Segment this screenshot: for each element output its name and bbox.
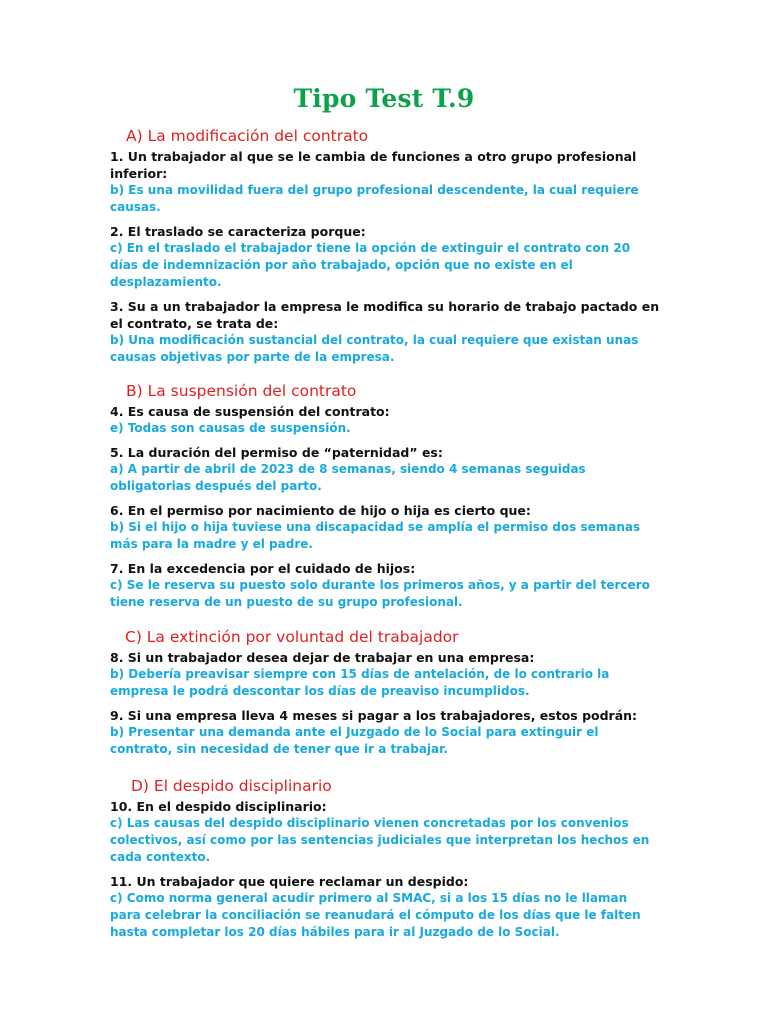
question-block-5 [110, 444, 660, 495]
answer-10: c) Las causas del despido disciplinario vienen concretadas por los convenios colectivos, así como por las sentencias judiciales que interpretan los hechos en cada contexto. [110, 816, 650, 864]
answer-7: c) Se le reserva su puesto solo durante los primeros años, y a partir del tercero tiene reserva de un puesto de su grupo profesional. [110, 578, 650, 609]
question-5: 5. La duración del permiso de “paternidad” es: [110, 445, 443, 460]
question-10: 10. En el despido disciplinario: [110, 799, 327, 814]
question-1: 1. Un trabajador al que se le cambia de funciones a otro grupo profesional inferior: [110, 149, 637, 181]
section-a-title: A) La modificación del contrato [126, 127, 369, 145]
section-b-title: B) La suspensión del contrato [126, 382, 357, 400]
answer-4: e) Todas son causas de suspensión. [110, 421, 351, 435]
answer-8: b) Debería preavisar siempre con 15 días de antelación, de lo contrario la empresa le podrá descontar los días de preaviso incumplidos. [110, 667, 610, 698]
section-d-title: D) El despido disciplinario [131, 777, 332, 795]
answer-1: b) Es una movilidad fuera del grupo profesional descendente, la cual requiere causas. [110, 183, 639, 214]
question-block-1 [110, 148, 660, 216]
section-c-title: C) La extinción por voluntad del trabajador [125, 628, 459, 646]
question-block-7 [110, 560, 660, 611]
answer-3: b) Una modificación sustancial del contrato, la cual requiere que existan unas causas objetivas por parte de la empresa. [110, 333, 639, 364]
question-block-8 [110, 649, 660, 700]
document-title: Tipo Test T.9 [293, 84, 475, 113]
answer-6: b) Si el hijo o hija tuviese una discapacidad se amplía el permiso dos semanas más para la madre y el padre. [110, 520, 641, 551]
question-block-4 [110, 403, 660, 437]
answer-2: c) En el traslado el trabajador tiene la opción de extinguir el contrato con 20 días de indemnización por año trabajado, opción que no existe en el desplazamiento. [110, 241, 631, 289]
answer-9: b) Presentar una demanda ante el Juzgado de lo Social para extinguir el contrato, sin necesidad de tener que ir a trabajar. [110, 725, 599, 756]
question-block-6 [110, 502, 660, 553]
question-block-11 [110, 873, 660, 941]
question-11: 11. Un trabajador que quiere reclamar un despido: [110, 874, 469, 889]
question-9: 9. Si una empresa lleva 4 meses si pagar a los trabajadores, estos podrán: [110, 708, 638, 723]
document-content [110, 126, 660, 948]
question-block-3 [110, 298, 660, 366]
section-d [110, 776, 660, 941]
question-2: 2. El traslado se caracteriza porque: [110, 224, 366, 239]
question-7: 7. En la excedencia por el cuidado de hijos: [110, 561, 416, 576]
question-block-2 [110, 223, 660, 291]
answer-5: a) A partir de abril de 2023 de 8 semanas, siendo 4 semanas seguidas obligatorias después del parto. [110, 462, 586, 493]
question-block-10 [110, 798, 660, 866]
section-c [110, 627, 660, 758]
question-3: 3. Su a un trabajador la empresa le modifica su horario de trabajo pactado en el contrato, se trata de: [110, 299, 660, 331]
section-a [110, 126, 660, 366]
question-4: 4. Es causa de suspensión del contrato: [110, 404, 390, 419]
question-8: 8. Si un trabajador desea dejar de trabajar en una empresa: [110, 650, 535, 665]
section-b [110, 381, 660, 611]
question-block-9 [110, 707, 660, 758]
answer-11: c) Como norma general acudir primero al SMAC, si a los 15 días no le llaman para celebrar la conciliación se reanudará el cómputo de los días que le falten hasta completar los 20 días hábiles para ir al Juzgado de lo Social. [110, 891, 641, 939]
question-6: 6. En el permiso por nacimiento de hijo o hija es cierto que: [110, 503, 531, 518]
